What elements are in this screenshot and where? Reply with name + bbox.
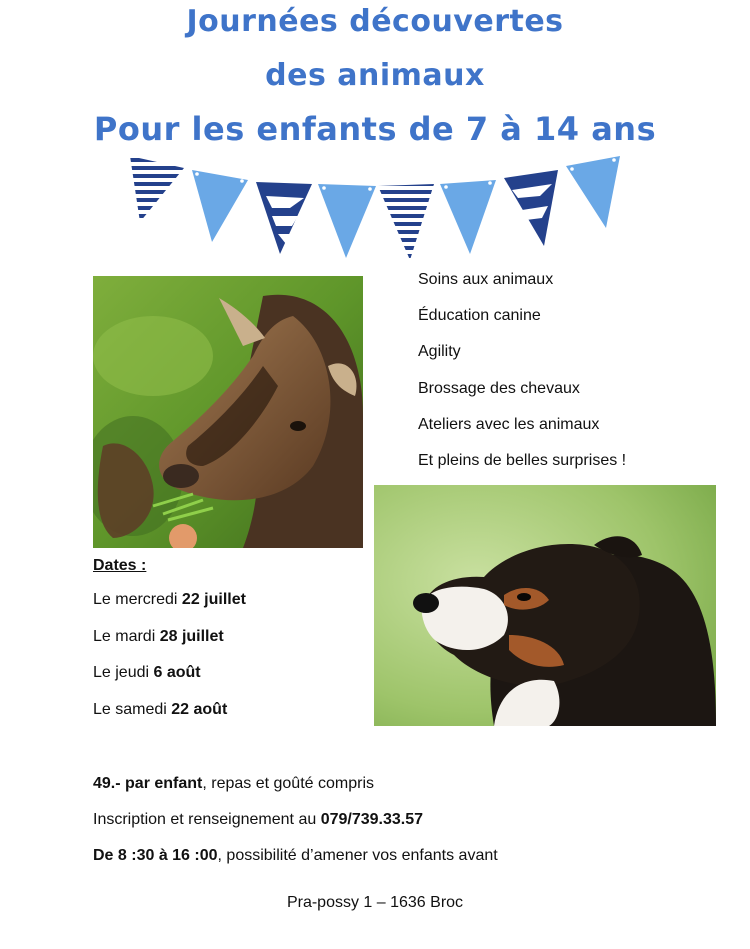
flag-7 — [504, 170, 558, 246]
goat-photo — [93, 276, 363, 548]
date-value: 22 juillet — [181, 591, 246, 608]
activity-item: Brossage des chevaux — [418, 379, 580, 397]
flag-6 — [440, 180, 496, 254]
phone-number: 079/739.33.57 — [320, 811, 424, 828]
date-value: 28 juillet — [159, 627, 224, 645]
activity-item: Ateliers avec les animaux — [418, 415, 600, 433]
date-day: Le jeudi — [93, 664, 154, 682]
activity-item: Éducation canine — [418, 307, 541, 325]
dates-section — [93, 555, 246, 731]
dog-photo — [374, 485, 716, 726]
flag-2 — [192, 170, 248, 242]
price-line — [93, 770, 498, 806]
date-day: Le mercredi — [93, 591, 182, 608]
date-row — [93, 585, 246, 622]
hours-line — [93, 842, 498, 878]
date-row — [93, 695, 246, 732]
title-line-1: Journées découvertes — [186, 4, 564, 39]
title-line-2: des animaux — [265, 58, 485, 93]
bunting-flags — [120, 150, 640, 260]
info-section — [93, 770, 498, 878]
hours-detail: , possibilité d’amener vos enfants avant — [217, 847, 498, 864]
activities-list — [418, 266, 626, 483]
flag-5 — [378, 184, 434, 260]
activity-item: Soins aux animaux — [418, 271, 554, 288]
date-row — [93, 658, 246, 695]
date-row — [93, 622, 246, 659]
inscription-line — [93, 806, 498, 842]
price: 49.- par enfant — [93, 775, 203, 792]
dates-heading: Dates : — [93, 557, 147, 574]
activity-item: Et pleins de belles surprises ! — [418, 451, 627, 469]
date-value: 22 août — [171, 700, 228, 718]
address: Pra-possy 1 – 1636 Broc — [286, 894, 464, 911]
hours: De 8 :30 à 16 :00 — [93, 847, 218, 864]
flag-1 — [130, 156, 184, 222]
price-detail: , repas et goûté compris — [202, 775, 374, 792]
activity-item: Agility — [418, 343, 461, 361]
flag-8 — [566, 156, 620, 228]
inscription-text: Inscription et renseignement au — [93, 811, 321, 828]
flag-3 — [256, 182, 312, 254]
title-line-3: Pour les enfants de 7 à 14 ans — [93, 110, 657, 148]
date-day: Le samedi — [93, 700, 172, 718]
date-day: Le mardi — [93, 627, 160, 645]
date-value: 6 août — [153, 664, 201, 682]
flag-4 — [318, 184, 376, 258]
